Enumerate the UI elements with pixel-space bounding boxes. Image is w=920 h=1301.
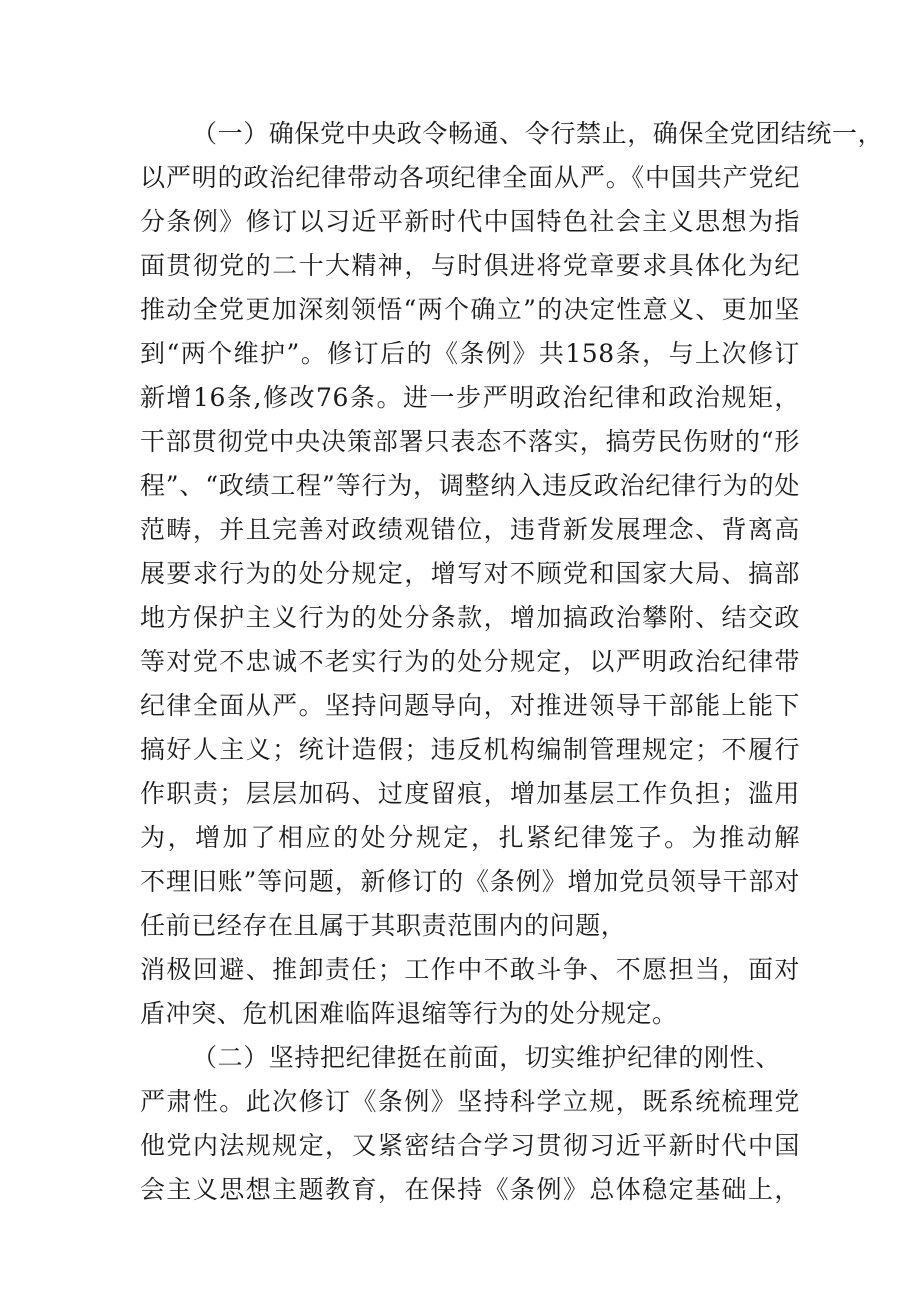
- paragraph-line: 推动全党更加深刻领悟“两个确立”的决定性意义、更加坚: [140, 295, 800, 324]
- paragraph-line: 到“两个维护”。修订后的《条例》共158条，与上次修订: [140, 339, 800, 368]
- paragraph-line: 作职责；层层加码、过度留痕，增加基层工作负担；滥用: [140, 779, 800, 808]
- paragraph-line: 地方保护主义行为的处分条款，增加搞政治攀附、结交政: [140, 603, 800, 632]
- paragraph-line: 盾冲突、危机困难临阵退缩等行为的处分规定。: [140, 999, 678, 1028]
- paragraph-line: 干部贯彻党中央决策部署只表态不落实，搞劳民伤财的“形: [140, 427, 800, 456]
- paragraph-line: 不理旧账”等问题，新修订的《条例》增加党员领导干部对: [140, 867, 800, 896]
- paragraph-line: （一）确保党中央政令畅通、令行禁止，确保全党团结统一，: [192, 119, 884, 148]
- paragraph-line: 分条例》修订以习近平新时代中国特色社会主义思想为指: [140, 207, 800, 236]
- paragraph-line: 展要求行为的处分规定，增写对不顾党和国家大局、搞部: [140, 559, 800, 588]
- paragraph-line: 纪律全面从严。坚持问题导向，对推进领导干部能上能下: [140, 691, 800, 720]
- paragraph-line: 以严明的政治纪律带动各项纪律全面从严。《中国共产党纪: [140, 163, 800, 192]
- paragraph-line: （二）坚持把纪律挺在前面，切实维护纪律的刚性、: [192, 1043, 781, 1072]
- paragraph-line: 范畴，并且完善对政绩观错位，违背新发展理念、背离高: [140, 515, 800, 544]
- paragraph-line: 他党内法规规定，又紧密结合学习贯彻习近平新时代中国: [140, 1131, 800, 1160]
- paragraph-line: 严肃性。此次修订《条例》坚持科学立规，既系统梳理党: [140, 1087, 800, 1116]
- paragraph-line: 会主义思想主题教育，在保持《条例》总体稳定基础上，: [140, 1175, 800, 1204]
- paragraph-line: 新增16条,修改76条。进一步严明政治纪律和政治规矩，: [140, 383, 800, 412]
- paragraph-line: 面贯彻党的二十大精神，与时俱进将党章要求具体化为纪: [140, 251, 800, 280]
- paragraph-line: 任前已经存在且属于其职责范围内的问题，: [140, 911, 627, 940]
- paragraph-line: 等对党不忠诚不老实行为的处分规定，以严明政治纪律带: [140, 647, 800, 676]
- paragraph-line: 为，增加了相应的处分规定，扎紧纪律笼子。为推动解: [140, 823, 800, 852]
- paragraph-line: 程”、“政绩工程”等行为，调整纳入违反政治纪律行为的处: [140, 471, 800, 500]
- paragraph-line: 搞好人主义；统计造假；违反机构编制管理规定；不履行: [140, 735, 800, 764]
- paragraph-line: 消极回避、推卸责任；工作中不敢斗争、不愿担当，面对: [140, 955, 800, 984]
